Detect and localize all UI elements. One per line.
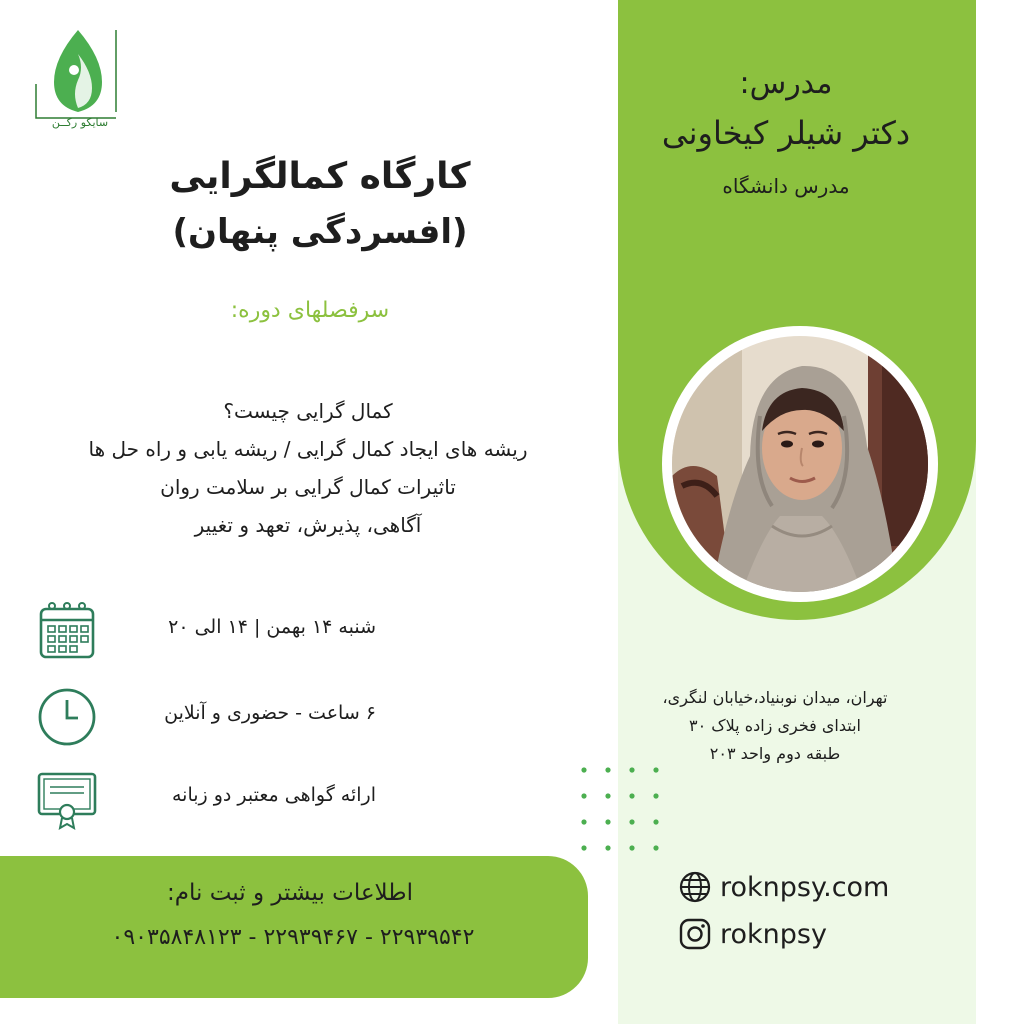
clock-icon <box>36 686 98 748</box>
instagram-icon <box>678 917 712 951</box>
info-certificate <box>30 764 590 834</box>
address-line: طبقه دوم واحد ۲۰۳ <box>709 744 841 763</box>
instructor-role: مدرس دانشگاه <box>722 174 850 198</box>
workshop-subtitle: (افسردگی پنهان) <box>172 212 468 252</box>
instagram-text: roknpsy <box>720 918 827 950</box>
logo-text: سایکو رکــن <box>51 116 109 129</box>
topics-list <box>30 392 586 544</box>
leaf-logo-icon <box>32 24 124 130</box>
topic-item: کمال گرایی چیست؟ <box>223 399 393 423</box>
info-date <box>30 596 590 666</box>
globe-icon <box>678 870 712 904</box>
instructor-label: مدرس: <box>739 66 833 101</box>
address-line: تهران، میدان نوبنیاد،خیابان لنگری، <box>662 688 888 707</box>
info-date-text: شنبه ۱۴ بهمن | ۱۴ الی ۲۰ <box>168 616 376 638</box>
address-line: ابتدای فخری زاده پلاک ۳۰ <box>689 716 861 735</box>
topic-item: آگاهی، پذیرش، تعهد و تغییر <box>194 513 422 537</box>
workshop-title: کارگاه کمالگرایی <box>169 156 471 197</box>
info-duration <box>30 682 590 752</box>
dot-grid <box>576 762 672 858</box>
instructor-name: دکتر شیلر کیخاونی <box>661 114 911 152</box>
website-text: roknpsy.com <box>720 871 890 903</box>
website-link[interactable] <box>678 870 889 904</box>
topic-item: ریشه های ایجاد کمال گرایی / ریشه یابی و راه حل ها <box>88 437 528 461</box>
topics-heading: سرفصلهای دوره: <box>230 298 390 323</box>
instructor-photo <box>672 336 928 592</box>
address <box>625 684 925 768</box>
instagram-link[interactable] <box>678 917 827 951</box>
calendar-icon <box>36 600 98 662</box>
registration-title: اطلاعات بیشتر و ثبت نام: <box>167 880 413 906</box>
certificate-icon <box>36 768 98 830</box>
topic-item: تاثیرات کمال گرایی بر سلامت روان <box>160 475 456 499</box>
info-certificate-text: ارائه گواهی معتبر دو زبانه <box>171 784 376 806</box>
registration-phones[interactable]: ۰۹۰۳۵۸۴۸۱۲۳ - ۲۲۹۳۹۴۶۷ - ۲۲۹۳۹۵۴۲ <box>111 925 475 950</box>
info-duration-text: ۶ ساعت - حضوری و آنلاین <box>164 702 376 724</box>
brand-logo <box>32 24 124 130</box>
